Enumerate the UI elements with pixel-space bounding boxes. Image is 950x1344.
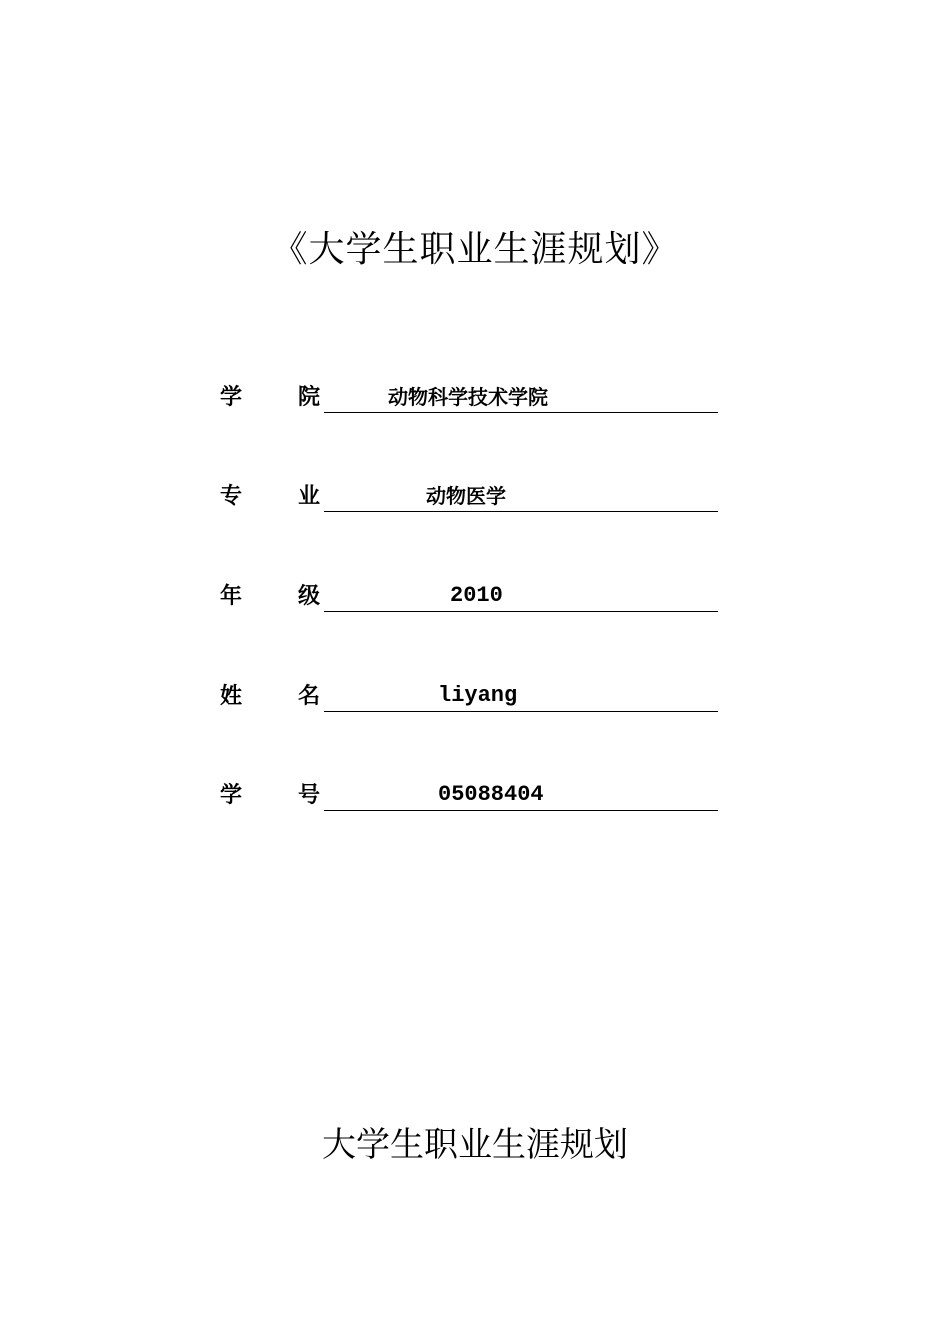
field-row-name [220,681,718,715]
field-underline [324,780,718,811]
field-label-char: 号 [298,782,321,808]
field-underline [324,481,718,512]
field-underline [324,382,718,413]
field-label-char: 姓 [220,683,243,709]
field-value-name: liyang [438,683,518,708]
field-value-college: 动物科学技术学院 [388,385,548,409]
field-row-college [220,382,718,416]
field-label-char: 学 [220,384,243,410]
field-value-student-id: 05088404 [438,782,544,807]
field-row-student-id [220,780,718,814]
section-title: 大学生职业生涯规划 [322,1125,628,1165]
field-label-char: 学 [220,782,243,808]
field-underline [324,581,718,612]
field-label-char: 级 [298,583,321,609]
cover-title: 《大学生职业生涯规划》 [271,229,679,270]
field-value-major: 动物医学 [426,484,506,508]
field-label-char: 年 [220,583,243,609]
field-label-char: 业 [298,483,321,509]
field-row-grade [220,581,718,615]
field-label-char: 名 [298,683,321,709]
field-underline [324,681,718,712]
field-row-major [220,481,718,515]
field-label-char: 院 [298,384,321,410]
field-label-char: 专 [220,483,243,509]
field-value-grade: 2010 [450,583,503,608]
